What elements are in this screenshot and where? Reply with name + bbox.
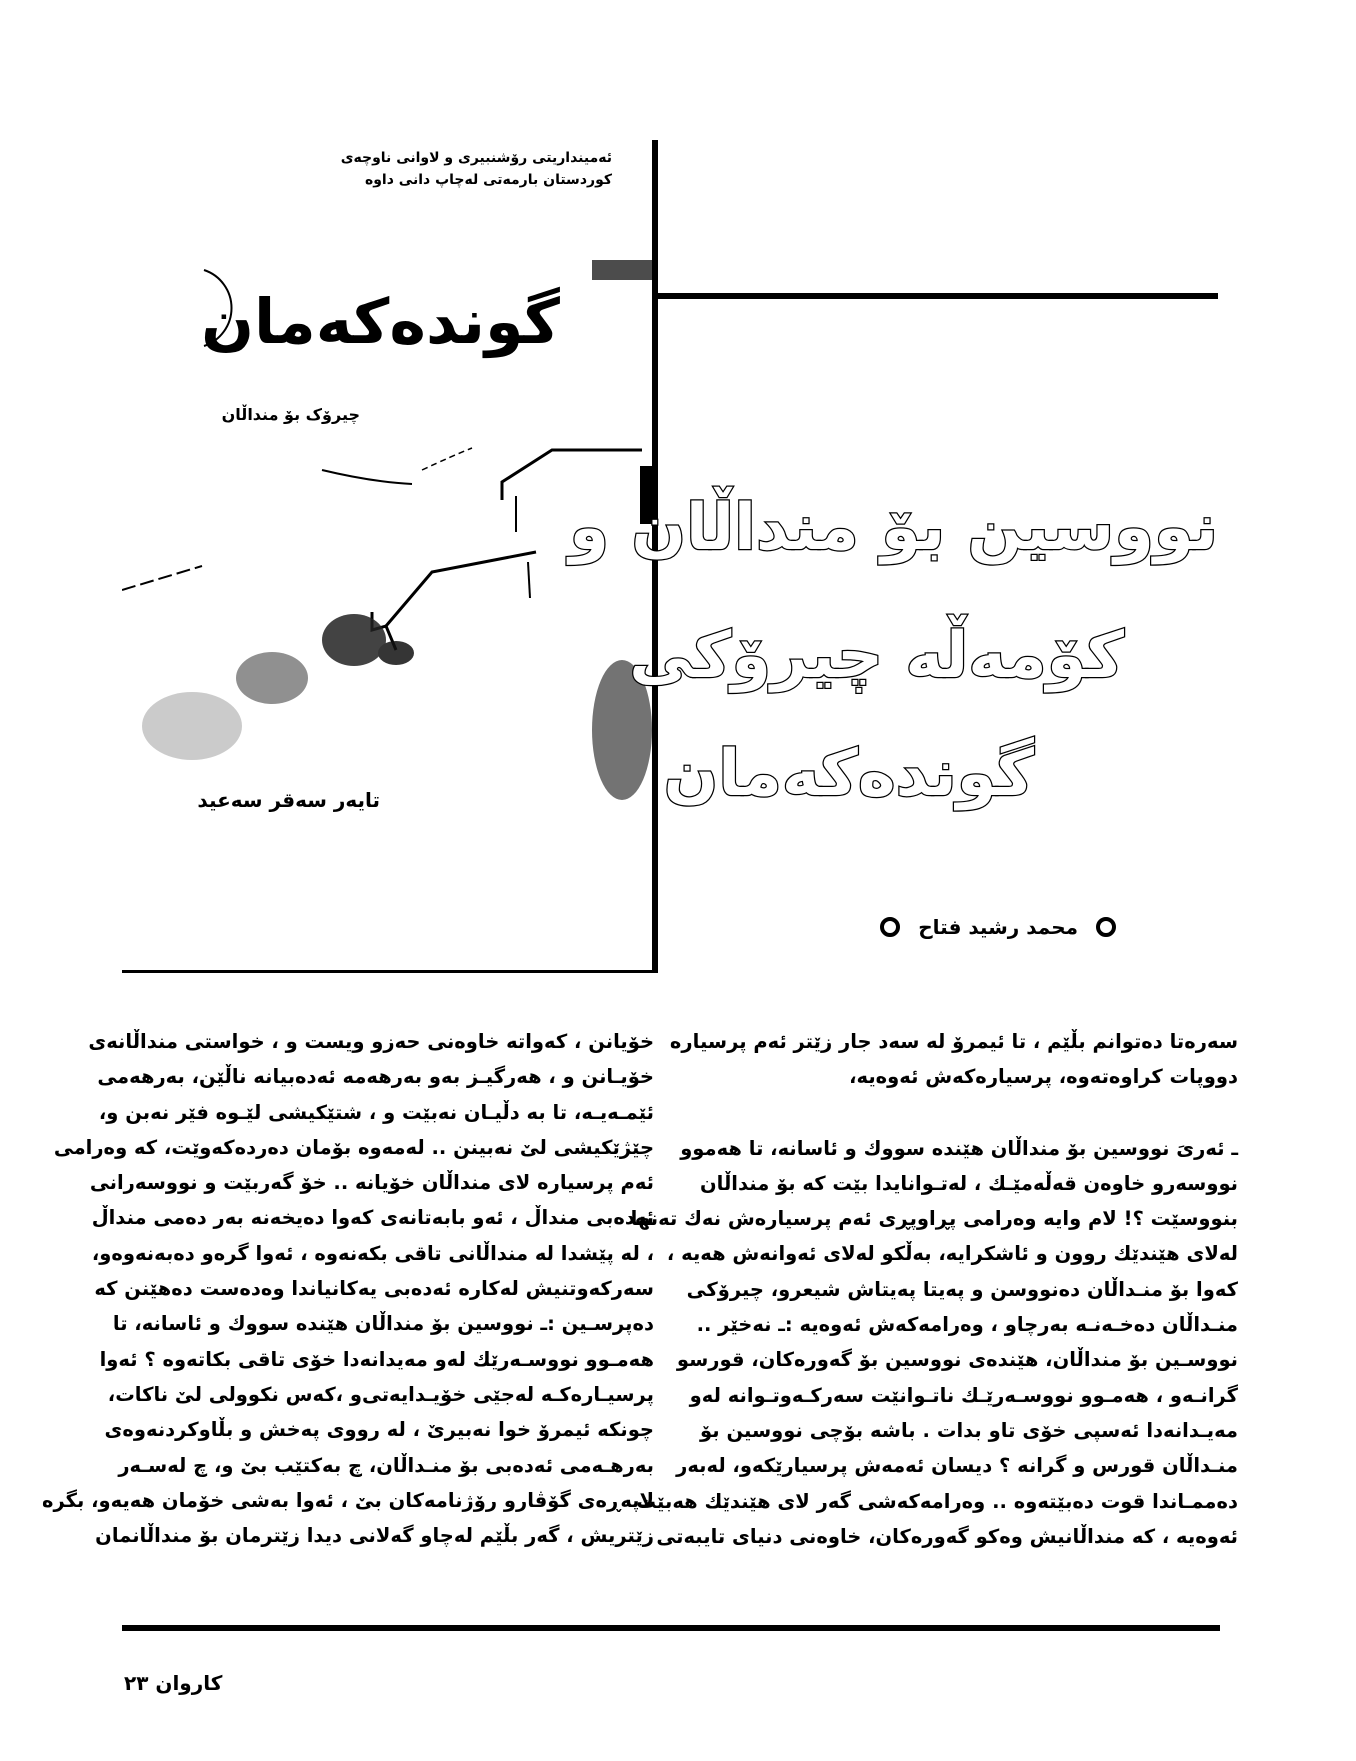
- text-line: ، لە پێشدا لە منداڵانی تاقی بکەنەوە ، ئەوا گرەو دەبەنەوەو،: [91, 1241, 654, 1265]
- text-line: منـداڵان قورس و گرانە ؟ دیسان ئەمەش پرسیارێکەو، لەبەر: [676, 1454, 1238, 1478]
- article-headline-line: گوندەکەمان: [663, 737, 1034, 811]
- text-line: نووسەرو خاوەن قەڵەمێـك ، لەتـوانایدا بێت کە بۆ منداڵان: [700, 1171, 1238, 1195]
- text-line: ـ ئەریَ نووسین بۆ منداڵان هێندە سووك و ئاسانە، تا هەموو: [680, 1136, 1238, 1160]
- ring-bullet-icon: [880, 917, 900, 937]
- text-line: سەرکەوتنیش لەکارە ئەدەبی یەکانیاندا وەدەست دەهێنن کە: [94, 1277, 654, 1301]
- author-name: محمد رشید فتاح: [918, 915, 1078, 939]
- text-line: خۆیـانن و ، هەرگیـز بەو بەرهەمە ئەدەبیانە ناڵێن، بەرهەمی: [97, 1065, 654, 1089]
- text-line: زێتریش ، گەر بڵێم لەچاو گەلانی دیدا زێترمان بۆ منداڵانمان: [95, 1524, 654, 1548]
- body-column-left: [42, 1024, 654, 1553]
- text-line: خۆیانن ، کەواتە خاوەنی حەزو ویست و ، خواستی منداڵانەی: [88, 1030, 654, 1053]
- page-footer-label: کاروان ٢٣: [124, 1671, 223, 1695]
- footer-rule: [122, 1625, 1220, 1631]
- text-line: مەیـدانەدا ئەسپی خۆی تاو بدات . باشە بۆچی نووسین بۆ: [700, 1418, 1238, 1442]
- house-roof: [386, 552, 536, 626]
- text-line: پرسیـارەکـە لەجێی خۆیـدایەتی‌و ،کەس نکوولی لێ ناکات،: [107, 1382, 654, 1406]
- cover-book-title: گوندەکەمان: [201, 285, 560, 358]
- cover-subtitle: چیرۆک بۆ منداڵان: [221, 405, 360, 424]
- text-line: دووپات کراوەتەوە، پرسیارەکەش ئەوەیە،: [849, 1065, 1238, 1089]
- text-line: ئەم پرسیارە لای منداڵان خۆیانە .. خۆ گەربێت و نووسەرانی: [89, 1171, 654, 1195]
- article-headline-line: کۆمەڵە چیرۆکی: [629, 619, 1124, 693]
- cover-corner-shade: [592, 260, 658, 280]
- article-headline-line: نووسین بۆ منداڵان و: [569, 491, 1218, 565]
- hill-line: [322, 470, 412, 484]
- paragraph: [630, 1131, 1238, 1555]
- house-wall: [528, 562, 530, 598]
- text-line: بنووسێت ؟! لام وایە وەرامی پڕاوپڕی ئەم پرسیارەش نەك تەنها: [630, 1207, 1238, 1231]
- text-line: گرانـەو ، هەمـوو نووسـەرێـك ناتـوانێت سەرکـەوتـوانە لەو: [689, 1383, 1238, 1407]
- body-column-right: [630, 1024, 1238, 1554]
- hill-line: [422, 448, 472, 470]
- text-line: بەرهـەمی ئەدەبی بۆ منـداڵان، چ بەکتێب بێ و، چ لەسـەر: [118, 1453, 654, 1477]
- text-line: ئەدەبی منداڵ ، ئەو بابەتانەی کەوا دەیخەنە بەر دەمی منداڵ: [91, 1206, 654, 1230]
- cover-publisher-line: ئەمینداریتی رۆشنبیری و لاوانی ناوچەی: [340, 150, 612, 166]
- tree-cluster: [142, 614, 652, 800]
- text-line: چونکە ئیمرۆ خوا نەبیرێ ، لە رووی پەخش و بڵاوکردنەوەی: [104, 1418, 654, 1442]
- text-line: نووسـین بۆ منداڵان، هێندەی نووسین بۆ گەورەکان، قورسو: [676, 1348, 1238, 1372]
- text-line: سەرەتا دەتوانم بڵێم ، تا ئیمرۆ لە سەد جار زێتر ئەم پرسیارە: [669, 1030, 1238, 1053]
- text-line: لاپەڕەی گۆڤارو رۆژنامەکان بێ ، ئەوا بەشی خۆمان هەیەو، بگرە: [42, 1488, 654, 1512]
- header-rule: [656, 293, 1218, 299]
- text-line: هەمـوو نووسـەرێك لەو مەیدانەدا خۆی تاقی بکاتەوە ؟ ئەوا: [99, 1347, 654, 1371]
- divider: [122, 970, 658, 973]
- text-line: کەوا بۆ منـداڵان دەنووسن و پەیتا پەیتاش شیعرو، چیرۆکی: [686, 1277, 1238, 1301]
- text-line: ئێمـەیـە، تا بە دڵیـان نەبێت و ، شتێکیشی لێـوە فێر نەبن و،: [98, 1100, 654, 1124]
- text-line: دەممـاندا قوت دەبێتەوە .. وەرامەکەشی گەر لای هێندێك هەبێت: [636, 1489, 1238, 1513]
- cover-author: تایەر سەقر سەعید: [197, 788, 380, 812]
- paragraph: [669, 1024, 1238, 1095]
- cover-publisher-line: کوردستان بارمەتی لەچاپ دانی داوە: [364, 172, 612, 188]
- byline: [880, 910, 1116, 944]
- text-line: دەپرسـین :ـ نووسین بۆ منداڵان هێندە سووك و ئاسانە، تا: [112, 1312, 654, 1336]
- text-line: لەلای هێندێك روون و ئاشکرایە، بەڵکو لەلای ئەوانەش هەیە ،: [666, 1242, 1238, 1266]
- paragraph-gap: [700, 1095, 1238, 1131]
- text-line: منـداڵان دەخـەنـە بەرچاو ، وەرامەکەش ئەوەیە :ـ نەخێر ..: [696, 1313, 1238, 1337]
- text-line: چێژێکیشی لێ نەبینن .. لەمەوە بۆمان دەردەکەوێت، کە وەرامی: [53, 1135, 654, 1159]
- ring-bullet-icon: [1096, 917, 1116, 937]
- text-line: ئەوەیە ، کە منداڵانیش وەکو گەورەکان، خاوەنی دنیای تایبەتی: [656, 1524, 1238, 1548]
- hill-line: [122, 566, 202, 590]
